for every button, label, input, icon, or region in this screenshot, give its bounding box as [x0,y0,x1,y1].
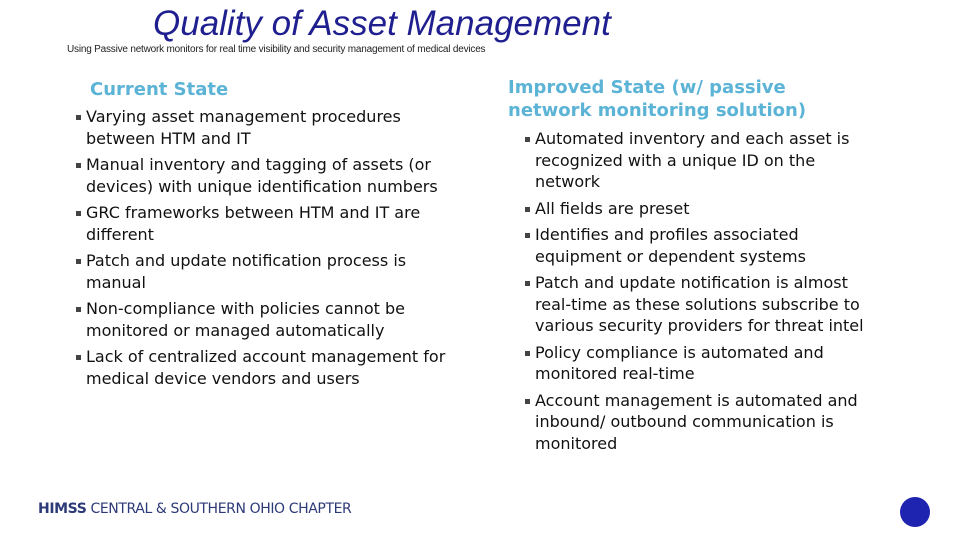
decorative-circle-icon [900,497,930,527]
improved-state-list [535,128,865,459]
improved-state-heading: Improved State (w/ passive network monitoring solution) [508,77,807,121]
logo-bold-text: HIMSS [38,501,87,517]
list-item: Identifies and profiles associated equipment or dependent systems [535,224,865,267]
list-item: Account management is automated and inbound/ outbound communication is monitored [535,390,865,455]
slide-subtitle: Using Passive network monitors for real time visibility and security management of medical devices [67,44,486,55]
list-item: Policy compliance is automated and monitored real-time [535,342,865,385]
himss-chapter-logo [38,501,351,517]
current-state-heading: Current State [90,79,229,100]
list-item: GRC frameworks between HTM and IT are different [86,202,456,245]
list-item: All fields are preset [535,198,865,220]
list-item: Lack of centralized account management for medical device vendors and users [86,346,456,389]
logo-text: CENTRAL & SOUTHERN OHIO CHAPTER [86,501,352,517]
slide-title: Quality of Asset Management [153,4,611,43]
list-item: Patch and update notification process is manual [86,250,456,293]
list-item: Non-compliance with policies cannot be monitored or managed automatically [86,298,456,341]
list-item: Manual inventory and tagging of assets (or devices) with unique identification numbers [86,154,456,197]
list-item: Patch and update notification is almost real-time as these solutions subscribe to various security providers for threat intel [535,273,864,335]
current-state-list [86,106,456,394]
list-item: Varying asset management procedures between HTM and IT [86,106,456,149]
list-item: Automated inventory and each asset is recognized with a unique ID on the network [535,128,865,193]
